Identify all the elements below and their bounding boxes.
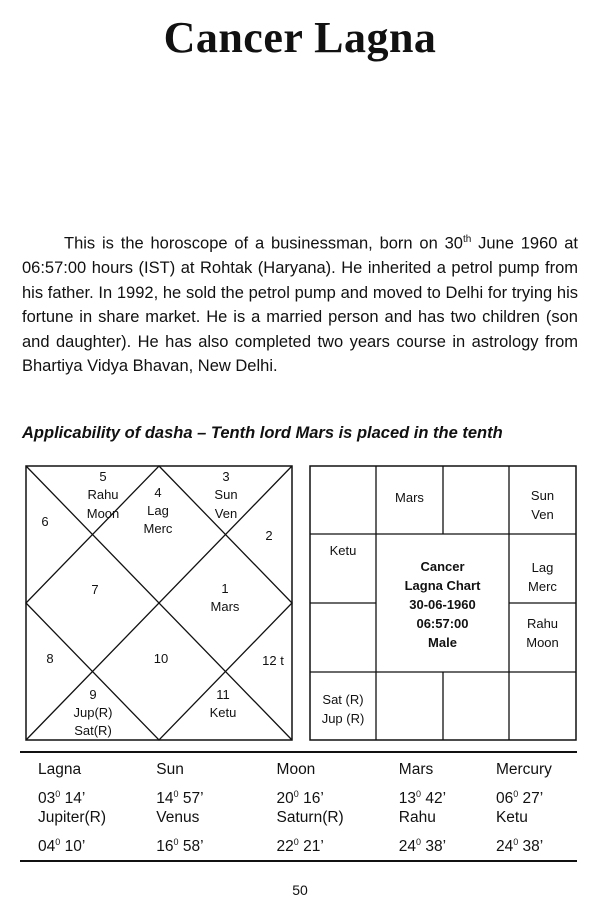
planet-name: Mercury [495,761,552,778]
house-10-number: 10 [153,651,169,666]
south-cell-mars: Mars [395,490,424,505]
house-3-sun: Sun [214,487,238,502]
planet-name: Venus [156,809,200,826]
south-cell-ketu: Ketu [329,543,357,558]
house-9-jupiter: Jup(R) [73,705,113,720]
house-8-number: 8 [46,651,54,666]
house-1-number: 1 [221,581,229,596]
south-cell-saturn: Sat (R) [322,692,364,707]
house-4-lagna: Lag [147,503,169,518]
planet-degree: $24^0$ 38’ [495,837,544,856]
table-top-rule [20,751,577,753]
house-7-number: 7 [91,582,99,597]
planet-degree: $22^0$ 21’ [276,837,324,856]
house-1-mars: Mars [210,599,240,614]
south-cell-rahu: Rahu [526,616,559,631]
planet-name: Rahu [398,809,436,826]
planet-degree: $20^0$ 16’ [276,789,324,808]
planet-name: Sun [156,761,184,778]
planet-degree: $24^0$ 38’ [398,837,447,856]
planet-positions-table [22,758,578,854]
planet-name: Mars [398,761,434,778]
house-5-rahu: Rahu [87,487,119,502]
house-3-venus: Ven [214,506,238,521]
planet-name: Ketu [495,809,528,826]
planet-degree: $13^0$ 42’ [398,789,447,808]
house-2-number: 2 [265,528,273,543]
planet-degree: $16^0$ 58’ [156,837,204,856]
intro-text-a: This is the horoscope of a businessman, born on 30 [64,234,463,253]
intro-paragraph [22,228,578,379]
house-9-number: 9 [89,687,97,702]
south-center-line5: Male [428,635,457,650]
intro-superscript: th [462,234,472,245]
south-cell-lagna: Lag [531,560,554,575]
planet-name: Moon [276,761,316,778]
page-title: Cancer Lagna [163,13,437,62]
house-4-mercury: Merc [143,521,173,536]
house-6-number: 6 [41,514,49,529]
table-row [22,758,578,782]
house-11-ketu: Ketu [209,705,237,720]
south-cell-moon: Moon [526,635,559,650]
house-5-number: 5 [99,469,107,484]
table-row [22,782,578,806]
south-cell-mercury: Merc [528,579,557,594]
south-center-line2: Lagna Chart [404,578,481,593]
house-3-number: 3 [222,469,230,484]
south-cell-sun: Sun [530,488,555,503]
south-center-line1: Cancer [420,559,465,574]
house-9-saturn: Sat(R) [74,723,112,738]
intro-text-b: June 1960 at 06:57:00 hours (IST) at Rohtak (Haryana). He inherited a petrol pump from his father. In 1992, he sold the petrol pump and moved to Delhi for trying his fortune in share market. He is a married person and has two children (son and daughter). He has also completed two years course in astrology from Bhartiya Vidya Bhavan, New Delhi. [22,234,579,375]
planet-degree: $03^0$ 14’ [38,789,86,808]
planet-degree: $06^0$ 27’ [495,789,544,808]
south-cell-jupiter: Jup (R) [321,711,365,726]
table-bottom-rule [20,860,577,862]
section-subheading: Applicability of dasha – Tenth lord Mars is placed in the tenth [22,424,503,442]
south-center-line3: 30-06-1960 [409,597,476,612]
table-row [22,830,578,854]
planet-name: Jupiter(R) [38,809,107,826]
south-indian-chart [309,465,577,741]
planet-name: Lagna [38,761,82,778]
table-row [22,806,578,830]
north-indian-chart [25,465,293,741]
planet-degree: $04^0$ 10’ [38,837,86,856]
house-4-number: 4 [154,485,162,500]
planet-degree: $14^0$ 57’ [156,789,204,808]
house-11-number: 11 [216,687,230,702]
page-number: 50 [292,882,308,898]
house-5-moon: Moon [86,506,120,521]
south-center-line4: 06:57:00 [416,616,469,631]
planet-name: Saturn(R) [276,809,344,826]
house-12-number: 12 t [262,653,284,668]
south-cell-venus: Ven [531,507,554,522]
